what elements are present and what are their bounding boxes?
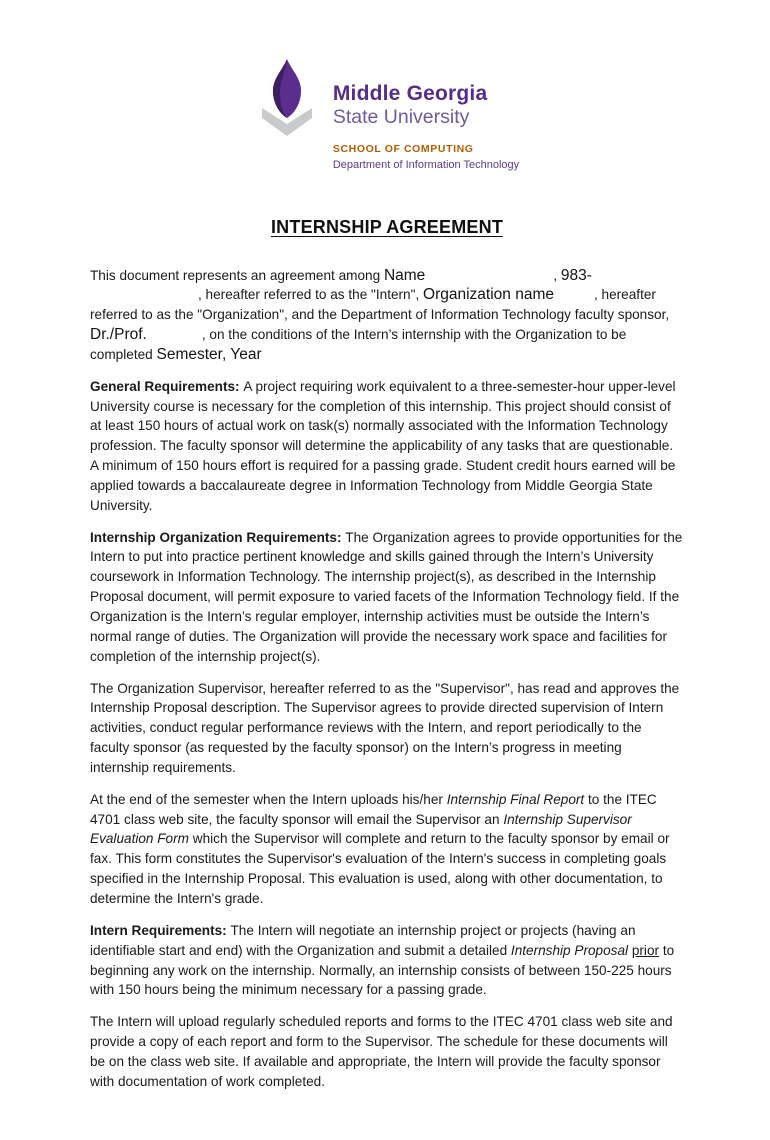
text-run: prior: [631, 942, 660, 958]
text-run: The Intern will negotiate an internship project or projects (having an identifiable start and end) with the Organization and submit a detailed: [90, 922, 636, 958]
paragraph: [90, 1012, 684, 1091]
blank-fill-space[interactable]: [554, 298, 594, 299]
text-run: to beginning any work on the internship. Normally, an internship consists of between 150-225 hours with 150 hours being the minimum necessary for a passing grade.: [90, 942, 675, 998]
text-run: A project requiring work equivalent to a three-semester-hour upper-level University course is necessary for the completion of this internship. This project should consist of at least 150 hours of actual work on task(s) normally associated with the Information Technology profession. The faculty sponsor will determine the applicability of any tasks that are questionable. A minimum of 150 hours effort is required for a passing grade. Student credit hours earned will be applied towards a baccalaureate degree in Information Technology from Middle Georgia State University.: [90, 378, 676, 513]
paragraph: [90, 790, 684, 909]
text-run: The Intern will upload regularly scheduled reports and forms to the ITEC 4701 class web site and provide a copy of each report and form to the Supervisor. The schedule for these documents will be on the class web site. If available and appropriate, the Intern will provide the faculty sponsor with documentation of work completed.: [90, 1014, 673, 1089]
text-run: ,: [553, 267, 561, 283]
blank-fill-space[interactable]: [147, 338, 202, 339]
text-run: Internship Organization Requirements:: [90, 529, 346, 545]
blank-fill-space[interactable]: [90, 298, 198, 299]
paragraph: [90, 266, 684, 365]
text-run: This document represents an agreement among: [90, 267, 384, 283]
university-logo-text: [333, 56, 519, 171]
document-body: [90, 266, 684, 1092]
paragraph: [90, 679, 684, 778]
text-run: , hereafter referred to as the "Intern",: [198, 287, 424, 303]
form-field-value[interactable]: Semester, Year: [156, 345, 262, 363]
university-name-bold: Middle Georgia: [332, 82, 488, 105]
document-title: INTERNSHIP AGREEMENT: [270, 216, 504, 237]
text-run: , on the conditions of the Intern’s internship with the Organization to be completed: [90, 327, 627, 362]
text-run: At the end of the semester when the Intern uploads his/her: [90, 791, 447, 807]
text-run: to the ITEC 4701 class web site, the faculty sponsor will email the Supervisor an: [90, 791, 657, 827]
paragraph: [90, 921, 684, 1000]
text-run: Internship Final Report: [446, 791, 585, 807]
text-run: , hereafter referred to as the "Organization", and the Department of Information Technology faculty sponsor,: [90, 287, 670, 323]
university-logo-icon: [255, 56, 319, 148]
text-run: Internship Proposal: [510, 942, 629, 958]
text-run: General Requirements:: [90, 378, 244, 394]
text-run: which the Supervisor will complete and return to the faculty sponsor by email or fax. This form constitutes the Supervisor's evaluation of the Intern's success in completing goals specified in the Internship Proposal. This evaluation is used, along with other documentation, to determine the Intern's grade.: [90, 831, 670, 906]
form-field-value[interactable]: Dr./Prof.: [90, 326, 147, 344]
form-field-value[interactable]: Organization name: [423, 286, 554, 304]
text-run: Intern Requirements:: [90, 922, 231, 938]
department-name: Department of Information Technology: [332, 158, 520, 171]
paragraph: [90, 528, 684, 667]
text-run: Internship Supervisor Evaluation Form: [90, 811, 632, 847]
university-header: [90, 56, 684, 171]
university-name-light: State University: [332, 105, 470, 128]
form-field-value[interactable]: Name: [383, 266, 426, 284]
blank-fill-space[interactable]: [425, 279, 553, 280]
paragraph: [90, 377, 684, 516]
school-name: SCHOOL OF COMPUTING: [332, 142, 474, 155]
text-run: The Organization Supervisor, hereafter referred to as the "Supervisor", has read and approves the Internship Proposal description. The Supervisor agrees to provide directed supervision of Intern activities, conduct regular performance reviews with the Intern, and report periodically to the faculty sponsor (as requested by the faculty sponsor) on the Intern’s progress in meeting internship requirements.: [90, 680, 680, 775]
text-run: The Organization agrees to provide opportunities for the Intern to put into practice pertinent knowledge and skills gained through the Intern’s University coursework in Information Technology. The internship project(s), as described in the Internship Proposal document, will permit exposure to varied facets of the Information Technology field. If the Organization is the Intern’s regular employer, internship activities must be outside the Intern’s normal range of duties. The Organization will provide the necessary work space and facilities for completion of the internship project(s).: [90, 529, 683, 664]
form-field-value[interactable]: 983-: [560, 266, 592, 284]
